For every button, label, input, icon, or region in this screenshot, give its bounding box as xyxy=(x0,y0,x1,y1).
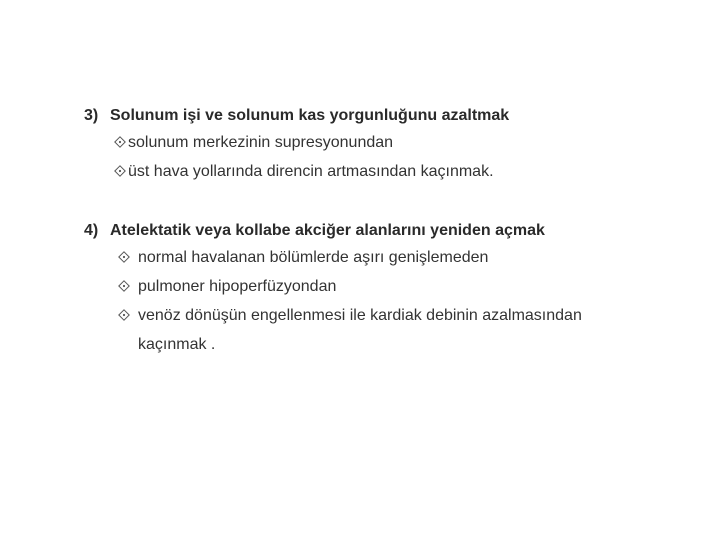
section-3-title: Solunum işi ve solunum kas yorgunluğunu azaltmak xyxy=(110,107,510,124)
list-item-text: solunum merkezinin supresyonundan xyxy=(128,134,394,151)
list-item-continuation: kaçınmak . xyxy=(138,336,216,353)
section-4-title: Atelektatik veya kollabe akciğer alanlarını yeniden açmak xyxy=(110,222,545,239)
section-3-number: 3) xyxy=(84,107,99,124)
diamond-bullet-icon xyxy=(118,309,130,321)
diamond-bullet-icon xyxy=(114,136,126,148)
list-item-text: pulmoner hipoperfüzyondan xyxy=(138,278,337,295)
section-3-heading xyxy=(84,104,509,128)
diamond-bullet-icon xyxy=(114,165,126,177)
diamond-bullet-icon xyxy=(118,280,130,292)
section-4 xyxy=(84,219,658,359)
diamond-bullet-icon xyxy=(118,251,130,263)
list-item xyxy=(84,272,658,301)
list-item xyxy=(84,301,658,359)
section-3 xyxy=(84,104,509,186)
section-4-list xyxy=(84,243,658,359)
list-item-text: üst hava yollarında direncin artmasından kaçınmak. xyxy=(128,163,494,180)
section-4-heading xyxy=(84,219,658,243)
list-item xyxy=(84,157,509,186)
list-item-text: venöz dönüşün engellenmesi ile kardiak debinin azalmasından xyxy=(138,307,582,324)
list-item xyxy=(84,128,509,157)
list-item xyxy=(84,243,658,272)
section-4-number: 4) xyxy=(84,222,99,239)
section-3-list xyxy=(84,128,509,186)
list-item-text: normal havalanan bölümlerde aşırı genişlemeden xyxy=(138,249,489,266)
